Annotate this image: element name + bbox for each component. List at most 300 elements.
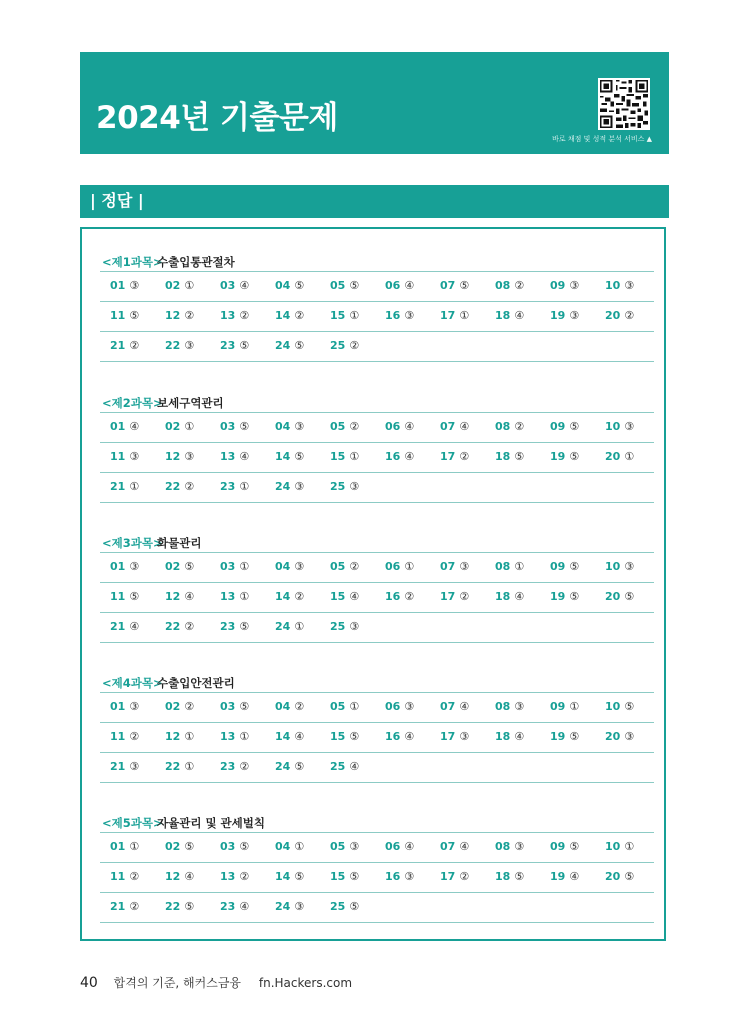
answer-item [275, 309, 304, 323]
question-number: 25 [330, 620, 346, 633]
answer-item [495, 840, 524, 854]
answer-row [100, 862, 654, 892]
question-number: 21 [110, 339, 126, 352]
answer-item [550, 560, 579, 574]
question-number: 04 [275, 279, 291, 292]
answer-item [220, 339, 249, 353]
question-number: 19 [550, 590, 566, 603]
answer-item [495, 420, 524, 434]
answer-item [275, 420, 304, 434]
answer-choice: ① [349, 700, 360, 713]
answer-choice: ③ [349, 620, 360, 633]
answer-item [110, 309, 139, 323]
answer-row [100, 612, 654, 643]
question-number: 14 [275, 870, 291, 883]
answer-item [275, 840, 304, 854]
answer-item [220, 450, 249, 464]
answer-choice: ⑤ [569, 840, 580, 853]
question-number: 04 [275, 420, 291, 433]
answer-item [110, 730, 139, 744]
answer-item [165, 760, 194, 774]
answer-choice: ④ [459, 420, 470, 433]
answer-item [330, 339, 359, 353]
question-number: 18 [495, 450, 511, 463]
answer-choice: ③ [459, 730, 470, 743]
answer-choice: ④ [129, 620, 140, 633]
answer-choice: ③ [184, 339, 195, 352]
answer-item [385, 279, 414, 293]
question-number: 22 [165, 620, 181, 633]
answer-choice: ⑤ [569, 560, 580, 573]
answer-choice: ④ [514, 730, 525, 743]
answer-item [550, 309, 579, 323]
question-number: 08 [495, 700, 511, 713]
answer-item [165, 420, 194, 434]
question-number: 13 [220, 730, 236, 743]
question-number: 20 [605, 730, 621, 743]
answer-choice: ④ [404, 420, 415, 433]
answer-choice: ① [624, 450, 635, 463]
section-label: <제2과목> [102, 396, 163, 410]
question-number: 15 [330, 730, 346, 743]
answer-item [550, 279, 579, 293]
answer-choice: ② [129, 870, 140, 883]
answer-choice: ② [184, 620, 195, 633]
answer-item [110, 450, 139, 464]
question-number: 25 [330, 900, 346, 913]
answer-key-box [80, 227, 666, 941]
answer-item [165, 900, 194, 914]
question-number: 22 [165, 480, 181, 493]
answer-item [385, 420, 414, 434]
question-number: 07 [440, 700, 456, 713]
answer-item [220, 309, 249, 323]
question-number: 20 [605, 309, 621, 322]
answer-item [495, 870, 524, 884]
answer-item [220, 900, 249, 914]
answer-item [275, 450, 304, 464]
question-number: 07 [440, 560, 456, 573]
answer-item [110, 870, 139, 884]
question-number: 10 [605, 279, 621, 292]
question-number: 21 [110, 900, 126, 913]
question-number: 16 [385, 309, 401, 322]
question-number: 24 [275, 620, 291, 633]
answer-choice: ⑤ [294, 870, 305, 883]
answer-item [275, 870, 304, 884]
question-number: 14 [275, 309, 291, 322]
answer-item [330, 620, 359, 634]
question-number: 17 [440, 870, 456, 883]
footer-brand: 합격의 기준, 해커스금융 [113, 976, 242, 990]
question-number: 20 [605, 590, 621, 603]
answer-item [110, 590, 139, 604]
answer-choice: ② [239, 760, 250, 773]
answer-item [440, 420, 469, 434]
answer-item [495, 590, 524, 604]
answer-choice: ④ [404, 279, 415, 292]
answer-item [220, 590, 249, 604]
question-number: 15 [330, 309, 346, 322]
question-number: 18 [495, 309, 511, 322]
answer-choice: ④ [569, 870, 580, 883]
answer-choice: ④ [239, 279, 250, 292]
answer-item [330, 420, 359, 434]
answer-item [605, 870, 634, 884]
answer-item [330, 700, 359, 714]
answer-item [440, 450, 469, 464]
answer-choice: ⑤ [349, 730, 360, 743]
question-number: 16 [385, 590, 401, 603]
answer-item [330, 840, 359, 854]
question-number: 10 [605, 560, 621, 573]
answer-item [550, 420, 579, 434]
answers-heading: | 정답 | [90, 191, 144, 210]
answer-choice: ⑤ [624, 870, 635, 883]
question-number: 13 [220, 309, 236, 322]
question-number: 23 [220, 480, 236, 493]
answer-choice: ⑤ [294, 339, 305, 352]
answer-choice: ⑤ [569, 730, 580, 743]
question-number: 09 [550, 840, 566, 853]
answer-item [330, 760, 359, 774]
answer-choice: ② [129, 339, 140, 352]
answer-choice: ④ [404, 840, 415, 853]
question-number: 21 [110, 480, 126, 493]
answer-choice: ④ [404, 730, 415, 743]
question-number: 06 [385, 560, 401, 573]
answer-choice: ③ [459, 560, 470, 573]
answer-item [220, 730, 249, 744]
answer-item [495, 450, 524, 464]
answer-choice: ① [404, 560, 415, 573]
answer-item [440, 560, 469, 574]
answer-item [220, 840, 249, 854]
question-number: 05 [330, 279, 346, 292]
question-number: 01 [110, 420, 126, 433]
question-number: 06 [385, 420, 401, 433]
question-number: 23 [220, 339, 236, 352]
answer-row [100, 271, 654, 301]
answer-choice: ⑤ [239, 700, 250, 713]
answer-choice: ② [294, 309, 305, 322]
answer-choice: ④ [459, 840, 470, 853]
answer-row [100, 692, 654, 722]
answer-item [165, 480, 194, 494]
qr-caption: 바로 채점 및 성적 분석 서비스 ▲ [552, 135, 652, 143]
answer-item [495, 309, 524, 323]
answer-row [100, 892, 654, 923]
answer-choice: ⑤ [624, 700, 635, 713]
answer-item [220, 279, 249, 293]
question-number: 22 [165, 760, 181, 773]
answer-choice: ② [459, 870, 470, 883]
answer-choice: ② [294, 590, 305, 603]
question-number: 02 [165, 420, 181, 433]
answer-choice: ③ [184, 450, 195, 463]
answer-choice: ⑤ [239, 339, 250, 352]
answer-item [385, 560, 414, 574]
answer-choice: ⑤ [459, 279, 470, 292]
question-number: 23 [220, 760, 236, 773]
answer-choice: ⑤ [569, 590, 580, 603]
answer-item [110, 620, 139, 634]
section-header [100, 524, 654, 552]
question-number: 21 [110, 760, 126, 773]
answer-choice: ① [184, 279, 195, 292]
answer-item [110, 279, 139, 293]
answer-item [495, 279, 524, 293]
answer-row [100, 722, 654, 752]
answer-item [495, 700, 524, 714]
answer-choice: ⑤ [349, 279, 360, 292]
footer-url[interactable]: fn.Hackers.com [258, 976, 353, 990]
answer-item [440, 870, 469, 884]
question-number: 06 [385, 700, 401, 713]
question-number: 17 [440, 450, 456, 463]
question-number: 04 [275, 840, 291, 853]
answer-choice: ⑤ [294, 450, 305, 463]
answer-item [110, 900, 139, 914]
question-number: 08 [495, 420, 511, 433]
answer-choice: ① [239, 590, 250, 603]
answer-item [275, 560, 304, 574]
answer-item [275, 590, 304, 604]
answer-choice: ③ [514, 700, 525, 713]
answer-item [165, 339, 194, 353]
answer-item [330, 730, 359, 744]
question-number: 14 [275, 590, 291, 603]
answer-item [220, 870, 249, 884]
question-number: 03 [220, 560, 236, 573]
answer-choice: ③ [129, 560, 140, 573]
question-number: 12 [165, 870, 181, 883]
answer-item [550, 700, 579, 714]
answer-item [330, 870, 359, 884]
question-number: 11 [110, 590, 126, 603]
question-number: 02 [165, 560, 181, 573]
answer-item [385, 840, 414, 854]
answer-choice: ① [514, 560, 525, 573]
question-number: 05 [330, 840, 346, 853]
question-number: 17 [440, 309, 456, 322]
section-label: <제4과목> [102, 676, 163, 690]
answer-choice: ② [624, 309, 635, 322]
question-number: 03 [220, 840, 236, 853]
answer-choice: ③ [294, 420, 305, 433]
answer-item [605, 450, 634, 464]
answer-item [110, 339, 139, 353]
answer-choice: ② [349, 420, 360, 433]
question-number: 11 [110, 450, 126, 463]
question-number: 05 [330, 560, 346, 573]
answer-choice: ③ [349, 840, 360, 853]
answer-choice: ③ [129, 450, 140, 463]
answer-choice: ② [129, 900, 140, 913]
answer-item [165, 870, 194, 884]
answer-choice: ③ [404, 870, 415, 883]
question-number: 17 [440, 730, 456, 743]
question-number: 22 [165, 339, 181, 352]
section-label: <제1과목> [102, 255, 163, 269]
question-number: 09 [550, 700, 566, 713]
answer-item [110, 840, 139, 854]
answer-item [110, 700, 139, 714]
answer-choice: ② [239, 870, 250, 883]
page-footer [80, 975, 352, 991]
question-number: 02 [165, 840, 181, 853]
question-number: 05 [330, 420, 346, 433]
answer-item [550, 870, 579, 884]
question-number: 04 [275, 560, 291, 573]
answer-item [220, 760, 249, 774]
section-header [100, 243, 654, 271]
answer-choice: ④ [294, 730, 305, 743]
answer-section [100, 384, 654, 503]
answer-choice: ③ [569, 309, 580, 322]
answer-row [100, 442, 654, 472]
answer-choice: ② [349, 560, 360, 573]
section-label: <제3과목> [102, 536, 163, 550]
answer-row [100, 552, 654, 582]
answer-row [100, 752, 654, 783]
answer-choice: ④ [129, 420, 140, 433]
answer-choice: ④ [184, 590, 195, 603]
answer-item [330, 560, 359, 574]
question-number: 24 [275, 900, 291, 913]
answer-choice: ③ [129, 760, 140, 773]
question-number: 20 [605, 870, 621, 883]
question-number: 19 [550, 870, 566, 883]
answer-item [385, 700, 414, 714]
answer-choice: ① [459, 309, 470, 322]
answer-choice: ④ [239, 900, 250, 913]
question-number: 14 [275, 730, 291, 743]
question-number: 12 [165, 450, 181, 463]
question-number: 19 [550, 450, 566, 463]
answer-item [110, 420, 139, 434]
question-number: 13 [220, 590, 236, 603]
answer-item [275, 620, 304, 634]
answer-item [220, 420, 249, 434]
question-number: 16 [385, 450, 401, 463]
answer-item [275, 900, 304, 914]
answer-choice: ④ [349, 590, 360, 603]
answer-choice: ③ [624, 560, 635, 573]
answer-choice: ④ [514, 309, 525, 322]
answer-item [605, 560, 634, 574]
answer-item [330, 279, 359, 293]
question-number: 09 [550, 279, 566, 292]
answer-item [385, 309, 414, 323]
answer-row [100, 412, 654, 442]
answers-heading-bar [80, 185, 669, 218]
answer-item [440, 309, 469, 323]
answer-choice: ④ [514, 590, 525, 603]
answer-item [165, 700, 194, 714]
answer-choice: ① [129, 480, 140, 493]
section-name: 수출입안전관리 [157, 676, 235, 690]
answer-item [165, 309, 194, 323]
answer-choice: ⑤ [129, 590, 140, 603]
qr-code-icon[interactable] [598, 78, 650, 130]
answer-row [100, 472, 654, 503]
answer-choice: ② [294, 700, 305, 713]
question-number: 10 [605, 420, 621, 433]
answer-choice: ③ [404, 309, 415, 322]
answer-item [220, 480, 249, 494]
question-number: 01 [110, 840, 126, 853]
answer-item [605, 420, 634, 434]
answer-choice: ⑤ [294, 279, 305, 292]
question-number: 23 [220, 620, 236, 633]
answer-item [330, 309, 359, 323]
question-number: 25 [330, 480, 346, 493]
answer-choice: ① [239, 480, 250, 493]
answer-row [100, 301, 654, 331]
answer-choice: ③ [129, 700, 140, 713]
answer-choice: ① [349, 450, 360, 463]
answer-choice: ⑤ [239, 620, 250, 633]
question-number: 04 [275, 700, 291, 713]
question-number: 25 [330, 760, 346, 773]
question-number: 03 [220, 420, 236, 433]
answer-choice: ③ [294, 560, 305, 573]
question-number: 25 [330, 339, 346, 352]
answer-item [220, 560, 249, 574]
question-number: 06 [385, 279, 401, 292]
answer-item [330, 480, 359, 494]
answer-item [330, 900, 359, 914]
question-number: 01 [110, 700, 126, 713]
question-number: 15 [330, 450, 346, 463]
question-number: 18 [495, 870, 511, 883]
answer-choice: ⑤ [569, 420, 580, 433]
answer-item [220, 700, 249, 714]
question-number: 05 [330, 700, 346, 713]
question-number: 06 [385, 840, 401, 853]
answer-choice: ⑤ [624, 590, 635, 603]
question-number: 03 [220, 700, 236, 713]
answer-choice: ⑤ [129, 309, 140, 322]
question-number: 24 [275, 760, 291, 773]
question-number: 13 [220, 450, 236, 463]
answer-item [495, 730, 524, 744]
answer-item [440, 700, 469, 714]
answer-item [605, 700, 634, 714]
answer-choice: ① [239, 730, 250, 743]
question-number: 24 [275, 339, 291, 352]
section-label: <제5과목> [102, 816, 163, 830]
question-number: 19 [550, 309, 566, 322]
answer-item [440, 840, 469, 854]
answer-choice: ① [294, 840, 305, 853]
question-number: 07 [440, 840, 456, 853]
answer-item [605, 730, 634, 744]
question-number: 16 [385, 730, 401, 743]
section-name: 수출입통관절차 [157, 255, 235, 269]
answer-item [110, 760, 139, 774]
title-banner [80, 52, 669, 154]
answer-item [220, 620, 249, 634]
question-number: 12 [165, 590, 181, 603]
answer-choice: ③ [624, 730, 635, 743]
question-number: 12 [165, 309, 181, 322]
question-number: 01 [110, 279, 126, 292]
question-number: 18 [495, 730, 511, 743]
answer-row [100, 832, 654, 862]
answer-item [275, 480, 304, 494]
